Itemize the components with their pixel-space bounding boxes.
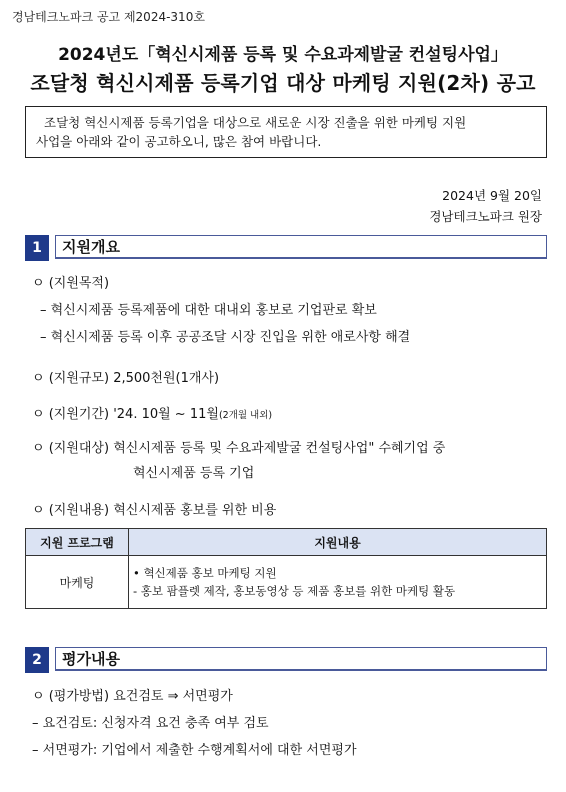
purpose-item-1: – 혁신시제품 등록제품에 대한 대내외 홍보로 기업판로 확보 — [40, 303, 377, 318]
summary-box — [25, 106, 547, 158]
program-table — [25, 528, 547, 609]
evaluation-item-2: – 서면평가: 기업에서 제출한 수행계획서에 대한 서면평가 — [32, 743, 357, 758]
summary-line-2: 사업을 아래와 같이 공고하오니, 많은 참여 바랍니다. — [36, 134, 322, 149]
issuer: 경남테크노파크 원장 — [429, 209, 542, 224]
issue-date: 2024년 9월 20일 — [442, 188, 542, 203]
program-content — [129, 556, 547, 609]
evaluation-method: ㅇ (평가방법) 요건검토 ⇒ 서면평가 — [32, 689, 233, 704]
section-1-number: 1 — [25, 235, 49, 261]
support-period-main: ㅇ (지원기간) '24. 10월 ~ 11월 — [32, 407, 219, 422]
support-period-note: (2개월 내외) — [218, 410, 273, 421]
evaluation-item-1: – 요건검토: 신청자격 요건 충족 여부 검토 — [32, 716, 269, 731]
program-content-line-2: - 홍보 팜플렛 제작, 홍보동영상 등 제품 홍보를 위한 마케팅 활동 — [133, 584, 456, 598]
support-target-line-1: ㅇ (지원대상) 혁신시제품 등록 및 수요과제발굴 컨설팅사업" 수혜기업 중 — [32, 441, 446, 456]
support-target-line-2: 혁신시제품 등록 기업 — [133, 466, 255, 481]
program-name: 마케팅 — [26, 556, 129, 609]
table-row — [26, 556, 547, 609]
section-1-title: 지원개요 — [55, 235, 547, 259]
notice-number: 경남테크노파크 공고 제2024-310호 — [12, 10, 205, 24]
support-period — [32, 403, 272, 422]
support-scale: ㅇ (지원규모) 2,500천원(1개사) — [32, 371, 220, 386]
summary-line-1: 조달청 혁신시제품 등록기업을 대상으로 새로운 시장 진출을 위한 마케팅 지원 — [44, 115, 467, 130]
program-content-line-1: • 혁신제품 홍보 마케팅 지원 — [133, 566, 277, 580]
table-header-row — [26, 529, 547, 556]
support-content-label: ㅇ (지원내용) 혁신시제품 홍보를 위한 비용 — [32, 503, 277, 518]
section-2-header — [25, 647, 547, 673]
purpose-label: ㅇ (지원목적) — [32, 276, 110, 291]
table-header-program: 지원 프로그램 — [26, 529, 129, 556]
page-title: 조달청 혁신시제품 등록기업 대상 마케팅 지원(2차) 공고 — [30, 71, 536, 95]
title-line-1: 2024년도「혁신시제품 등록 및 수요과제발굴 컨설팅사업」 — [58, 45, 508, 65]
purpose-item-2: – 혁신시제품 등록 이후 공공조달 시장 진입을 위한 애로사항 해결 — [40, 330, 411, 345]
section-2-title: 평가내용 — [55, 647, 547, 671]
section-2-number: 2 — [25, 647, 49, 673]
section-1-header — [25, 235, 547, 261]
table-header-content: 지원내용 — [129, 529, 547, 556]
